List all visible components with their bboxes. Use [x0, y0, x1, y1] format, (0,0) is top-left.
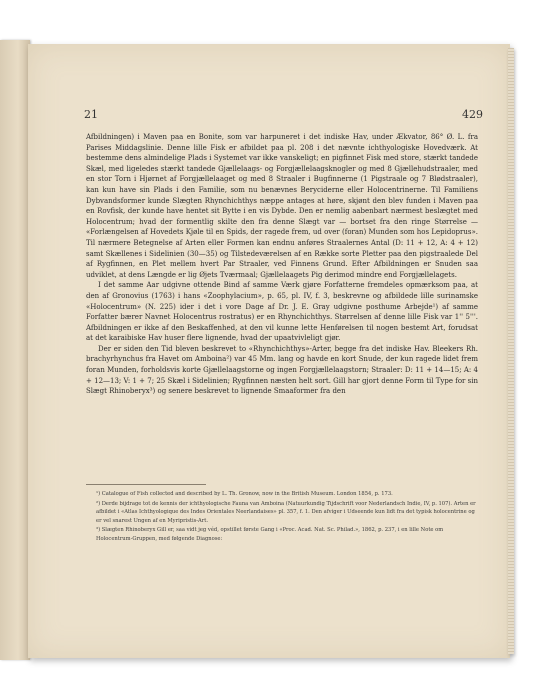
- footnote: ¹) Catalogue of Fish collected and described by L. Th. Gronow, now in the British Museum. London 1854, p. 173.: [96, 491, 393, 497]
- footnote: ²) Derde bijdrage tot de kennis der ichthyologische Fauna van Amboina (Natuurkundig Tijdschrift voor Nederlandsch Indie, IV, p. 107). Arten er afbildet i «Atlas Ichthyologique des Indes Orientales Neerlandaises» pl. 357, f. 1. Den afviger i Udseende kun lidt fra det typisk holocentrine og er vel snarest Ungen af en Myripristis-Art.: [96, 500, 476, 524]
- paragraph: Afbildningen) i Maven paa en Bonite, som var harpuneret i det indiske Hav, under Ækvator, 86° Ø. L. fra Parises Middagslinie. Denne lille Fisk er afbildet paa pl. 208 i det nævnte ichthyologiske Hovedværk. At bestemme dens almindelige Plads i Systemet var ikke vanskeligt; en pigfinnet Fisk med store, stærkt tandede Skæl, med ligeledes stærkt tandede Gjællelaags- og Forgjællelaagsknogler og med 8 Gjællehudstraaler, med en stor Torn i Hjørnet af Forgjællelaaget og med 8 Straaler i Bugfinnerne (1 Pigstraale og 7 Blødstraaler), kan kun have sin Plads i den Familie, som nu benævnes Beryciderne eller Holocentrinerne. Til Familiens Dybvandsformer kunde Slægten Rhynchichthys næppe antages at høre, skjønt den blev funden i Maven paa en Rovfisk, der kunde have hentet sit Bytte i en vis Dybde. Den er nemlig aabenbart nærmest beslægtet med Holocentrum; hvad der formentlig skilte den fra denne Slægt var — bortset fra den ringe Størrelse — «Forlængelsen af Hovedets Kjøle til en Spids, der ragede frem, ud over (foran) Munden som hos Lepidoprus». Til nærmere Betegnelse af Arten eller Formen kan endnu anføres Straalernes Antal (D: 11 + 12, A: 4 + 12) samt Skællenes i Sidelinien (30—35) og Tilstedeværelsen af en Række sorte Pletter paa den pigstraalede Del af Rygfinnen, en Plet mellem hvert Par Straaler, ved Finnens Grund. Efter Afbildningen er Snuden saa udviklet, at dens Længde er lig Øjets Tværmaal; Gjællelaagets Pig derimod mindre end Forgjællelagets.: [86, 133, 478, 279]
- paragraph: I det samme Aar udgivne ottende Bind af samme Værk gjøre Forfatterne fremdeles opmærksom paa, at den af Gronovius (1763) i hans «Zoophylacium», p. 65, pl. IV, f. 3, beskrevne og afbildede lille surinamske «Holocentrum» (N. 225) ider i det i vore Dage af Dr. J. E. Gray udgivne posthume Arbejde¹) af samme Forfatter bærer Navnet Holocentrus rostratus) er en Rhynchichthys. Størrelsen af denne lille Fisk var 1'' 5'''. Afbildningen er ikke af den Beskaffenhed, at den vil kunne lette Henførelsen til nogen bestemt Art, forudsat at det karaibiske Hav huser flere lignende, hvad der upaatvivleligt gjør.: [86, 281, 478, 343]
- body-text: [86, 132, 478, 397]
- footnote: ³) Slægten Rhinoberyx Gill er, saa vidt jeg véd, opstillet første Gang i «Proc. Acad. Nat. Sc. Philad.», 1862, p. 237, i en lille Note om Holocentrum-Gruppen, med følgende Diagnose:: [96, 527, 444, 542]
- paragraph: Der er siden den Tid bleven beskrevet to «Rhynchichthys»-Arter, begge fra det indiske Hav. Bleekers Rh. brachyrhynchus fra Havet om Amboina²) var 45 Mm. lang og havde en kort Snude, der kun ragede lidet frem foran Munden, forholdsvis korte Gjællelaagstorne og ingen Forgjællelaagstorn; Straaler: D: 11 + 14—15; A: 4 + 12—13; V: 1 + 7; 25 Skæl i Sidelinien; Rygfinnen næsten helt sort. Gill har gjort denne Form til Type for sin Slægt Rhinoberyx³) og senere beskrevet to lignende Smaaformer fra den: [86, 344, 478, 396]
- page-number-left: 21: [84, 108, 98, 121]
- page-number-right: 429: [462, 108, 483, 121]
- footnotes: [96, 490, 478, 545]
- right-page-edge: [508, 48, 514, 654]
- left-page-edge: [0, 40, 30, 660]
- footnote-divider: [86, 484, 206, 485]
